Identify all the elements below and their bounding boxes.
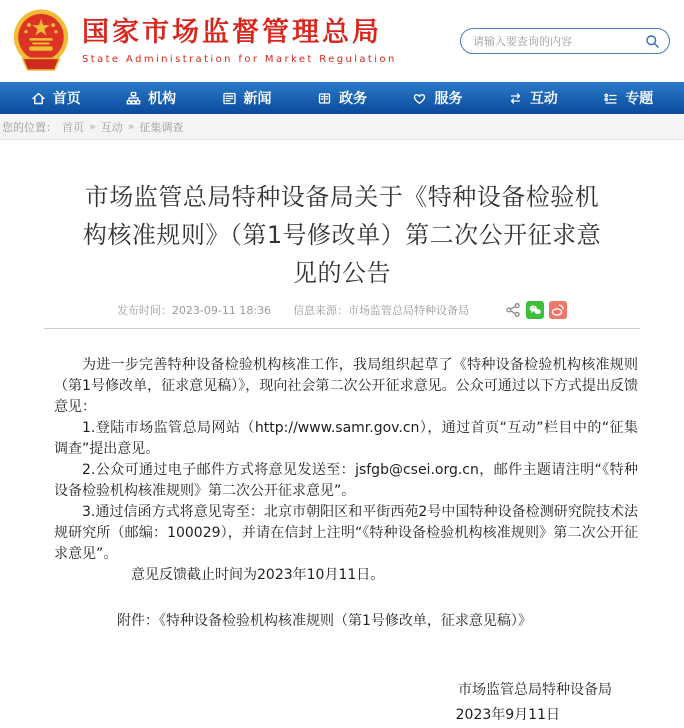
breadcrumb-item-home[interactable]: 首页	[62, 120, 84, 134]
publish-time: 发布时间：2023-09-11 18:36	[116, 304, 272, 317]
breadcrumb-prefix: 您的位置：	[2, 120, 57, 134]
search-icon[interactable]	[645, 34, 660, 49]
nav-label: 服务	[434, 91, 463, 107]
wechat-icon[interactable]	[526, 301, 544, 319]
meta-divider	[44, 328, 640, 329]
nav-label: 专题	[625, 91, 654, 107]
article-container	[0, 178, 684, 728]
exchange-icon	[508, 91, 523, 106]
paragraph: 1.登陆市场监管总局网站（http://www.samr.gov.cn），通过首页“互动”栏目中的“征集调查”提出意见。	[54, 420, 638, 457]
paragraph: 为进一步完善特种设备检验机构核准工作，我局组织起草了《特种设备检验机构核准规则（第1号修改单，征求意见稿）》，现向社会第二次公开征求意见。公众可通过以下方式提出反馈意见：	[54, 357, 638, 415]
nav-item-home[interactable]	[31, 88, 81, 108]
breadcrumb-item-interact[interactable]: 互动	[100, 120, 123, 134]
site-subtitle: State Administration for Market Regulation	[82, 54, 397, 65]
nav-item-gov[interactable]	[317, 88, 367, 108]
attachment-link[interactable]: 附件：《特种设备检验机构核准规则（第1号修改单，征求意见稿）》	[117, 613, 532, 629]
breadcrumb-separator: »	[127, 120, 135, 133]
deadline-paragraph: 意见反馈截止时间为2023年10月11日。	[131, 567, 385, 583]
national-emblem-logo	[10, 8, 72, 76]
gov-book-icon	[317, 91, 332, 106]
nav-item-news[interactable]	[222, 88, 272, 108]
paragraph: 3.通过信函方式将意见寄至：北京市朝阳区和平街西苑2号中国特种设备检测研究院技术法规研究所（邮编：100029），并请在信封上注明“《特种设备检验机构核准规则》第二次公开征求意见”。	[54, 504, 638, 562]
search-input[interactable]	[473, 35, 645, 48]
nav-label: 机构	[148, 91, 177, 107]
signature-block	[0, 678, 684, 728]
nav-item-topics[interactable]	[603, 88, 653, 108]
main-nav	[0, 82, 684, 114]
article-body	[54, 355, 638, 632]
nav-item-interact[interactable]	[508, 88, 558, 108]
share-icon[interactable]	[505, 302, 521, 318]
search-box	[460, 28, 670, 54]
signature-date: 2023年9月11日	[455, 707, 560, 723]
signature-department: 市场监管总局特种设备局	[458, 682, 612, 698]
home-icon	[31, 91, 46, 106]
site-header	[0, 0, 684, 82]
info-source: 信息来源：市场监管总局特种设备局	[293, 304, 470, 317]
nav-label: 首页	[52, 91, 81, 107]
article-title: 市场监管总局特种设备局关于《特种设备检验机构核准规则》（第1号修改单）第二次公开征求意见的公告	[82, 183, 602, 287]
weibo-icon[interactable]	[549, 301, 567, 319]
sitemap-icon	[126, 91, 141, 106]
heart-icon	[412, 91, 427, 106]
topic-list-icon	[603, 91, 618, 106]
nav-label: 新闻	[243, 91, 272, 107]
nav-item-org[interactable]	[126, 88, 176, 108]
paragraph: 2.公众可通过电子邮件方式将意见发送至：jsfgb@csei.org.cn，邮件主题请注明“《特种设备检验机构核准规则》第二次公开征求意见”。	[54, 462, 638, 499]
nav-item-service[interactable]	[412, 88, 462, 108]
nav-label: 互动	[529, 91, 558, 107]
breadcrumb	[0, 114, 684, 140]
brand-block	[82, 17, 397, 65]
breadcrumb-separator: »	[89, 120, 96, 133]
breadcrumb-item-survey[interactable]: 征集调查	[139, 120, 184, 134]
nav-label: 政务	[338, 91, 367, 107]
news-icon	[222, 91, 237, 106]
site-title: 国家市场监督管理总局	[82, 17, 382, 48]
article-meta	[0, 301, 684, 319]
share-toolbar	[505, 301, 567, 319]
